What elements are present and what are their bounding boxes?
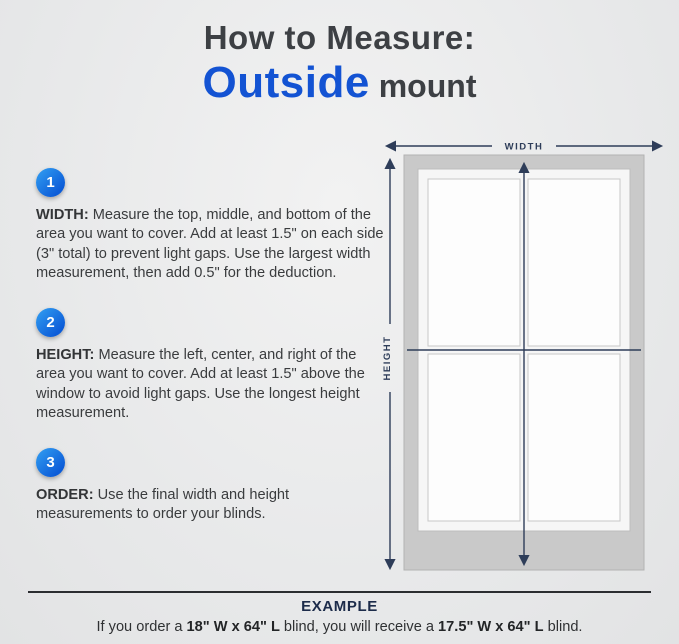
step-1	[36, 168, 388, 283]
height-arrow-label: HEIGHT	[382, 335, 393, 381]
step-3-label: ORDER:	[36, 487, 94, 503]
step-1-label: WIDTH:	[36, 207, 89, 223]
example-suffix: blind.	[543, 619, 583, 635]
step-2-label: HEIGHT:	[36, 347, 95, 363]
step-2-number-badge: 2	[36, 308, 65, 337]
window-pane-bottom-right	[528, 354, 620, 521]
window-pane-top-left	[428, 179, 520, 346]
title-accent: Outside	[202, 58, 370, 108]
title-line1: How to Measure:	[203, 19, 476, 56]
example-sentence	[0, 619, 679, 635]
step-1-number-badge: 1	[36, 168, 65, 197]
window-pane-top-right	[528, 179, 620, 346]
title-rest: mount	[369, 68, 477, 105]
step-3-text	[36, 486, 388, 525]
step-1-body: Measure the top, middle, and bottom of the area you want to cover. Add at least 1.5" on each side (3" total) to prevent light gaps. Use the largest width measurement, then add 0.5" for the deduction.	[36, 207, 384, 281]
window-measure-diagram	[380, 134, 665, 580]
step-3-body: Use the final width and height measurements to order your blinds.	[36, 487, 290, 523]
width-arrow-label: WIDTH	[504, 141, 544, 153]
example-middle: blind, you will receive a	[279, 619, 439, 635]
title-line2	[0, 59, 679, 107]
step-3	[36, 448, 388, 525]
step-3-number-badge: 3	[36, 448, 65, 477]
window-pane-bottom-left	[428, 354, 520, 521]
page-title	[0, 20, 679, 108]
example-received-size: 17.5" W x 64" L	[438, 619, 544, 635]
example-heading: EXAMPLE	[301, 598, 378, 615]
example-prefix: If you order a	[96, 619, 187, 635]
example-ordered-size: 18" W x 64" L	[186, 619, 280, 635]
footer-divider-line	[28, 591, 651, 593]
step-2-text	[36, 346, 388, 423]
step-1-text	[36, 206, 388, 283]
step-2	[36, 308, 388, 423]
step-2-body: Measure the left, center, and right of the area you want to cover. Add at least 1.5" above the window to avoid light gaps. Use the longest height measurement.	[36, 347, 365, 421]
